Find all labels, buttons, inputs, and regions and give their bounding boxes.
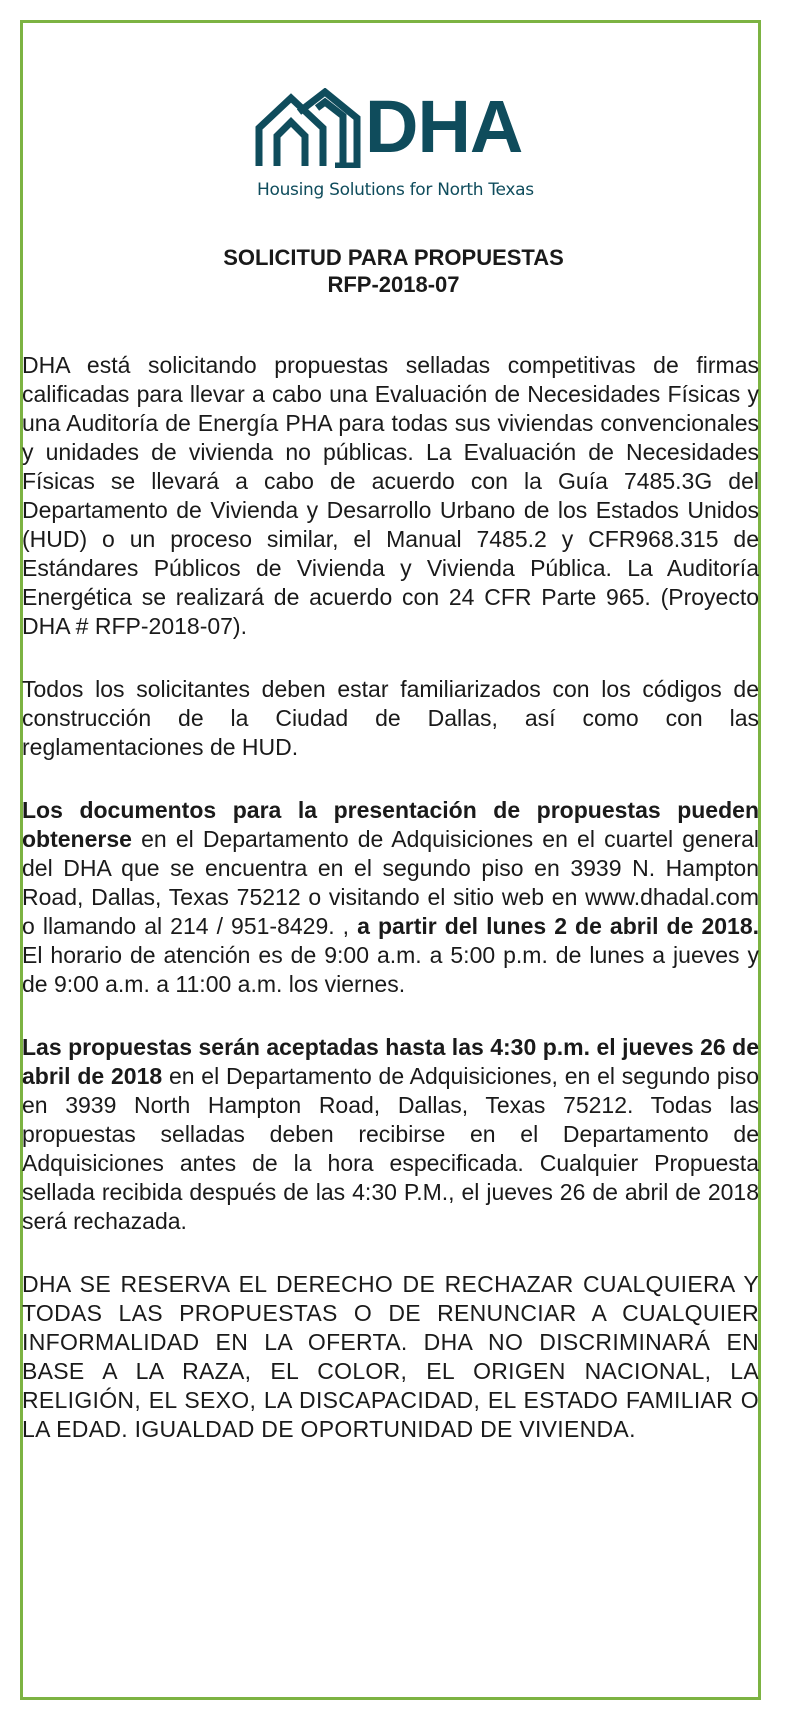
paragraph-overview: DHA está solicitando propuestas selladas competitivas de firmas calificadas para llevar a cabo una Evaluación de Necesidades Físicas y una Auditoría de Energía PHA para todas sus viviendas convencionales y unidades de vivienda no públicas. La Evaluación de Necesidades Físicas se llevará a cabo de acuerdo con la Guía 7485.3G del Departamento de Vivienda y Desarrollo Urbano de los Estados Unidos (HUD) o un proceso similar, el Manual 7485.2 y CFR968.315 de Estándares Públicos de Vivienda y Vivienda Pública. La Auditoría Energética se realizará de acuerdo con 24 CFR Parte 965. (Proyecto DHA # RFP-2018-07). xyxy=(22,352,759,639)
logo-wordmark: DHA xyxy=(365,85,523,168)
deadline-bold-lead: Las propuestas serán aceptadas hasta las 4:30 p.m. el jueves 26 de abril de 2018 xyxy=(22,1034,759,1089)
dha-logo xyxy=(255,85,534,218)
deadline-text: en el Departamento de Adquisiciones, en el segundo piso en 3939 North Hampton Road, Dallas, Texas 75212. Todas las propuestas selladas deben recibirse en el Departamento de Adquisiciones antes de la hora especificada. Cualquier Propuesta sellada recibida después de las 4:30 P.M., el jueves 26 de abril de 2018 será rechazada. xyxy=(22,1063,760,1234)
document-heading xyxy=(20,244,767,298)
page-title: SOLICITUD PARA PROPUESTAS xyxy=(223,245,564,270)
documents-text-a: en el Departamento de Adquisiciones en el cuartel general del DHA que se encuentra en el segundo piso en 3939 N. Hampton Road, Dallas, Texas 75212 o visitando el sitio web en www.dhadal.com o llamando al 214 / 951-8429. , xyxy=(22,826,759,939)
logo-tagline: Housing Solutions for North Texas xyxy=(257,180,534,200)
paragraph-documents xyxy=(22,796,759,999)
documents-bold-lead: Los documentos para la presentación de propuestas pueden obtenerse xyxy=(22,797,759,852)
paragraph-deadline xyxy=(22,1033,759,1236)
paragraph-requirements: Todos los solicitantes deben estar familiarizados con los códigos de construcción de la Ciudad de Dallas, así como con las reglamentaciones de HUD. xyxy=(22,676,759,760)
documents-text-b: El horario de atención es de 9:00 a.m. a 5:00 p.m. de lunes a jueves y de 9:00 a.m. a 11:00 a.m. los viernes. xyxy=(22,942,759,997)
rfp-number: RFP-2018-07 xyxy=(327,272,460,297)
documents-bold-date: a partir del lunes 2 de abril de 2018. xyxy=(357,913,759,939)
document-body xyxy=(22,351,759,1444)
houses-logo-icon xyxy=(255,88,361,168)
paragraph-disclaimer: DHA SE RESERVA EL DERECHO DE RECHAZAR CUALQUIERA Y TODAS LAS PROPUESTAS O DE RENUNCIAR A CUALQUIER INFORMALIDAD EN LA OFERTA. DHA NO DISCRIMINARÁ EN BASE A LA RAZA, EL COLOR, EL ORIGEN NACIONAL, LA RELIGIÓN, EL SEXO, LA DISCAPACIDAD, EL ESTADO FAMILIAR O LA EDAD. IGUALDAD DE OPORTUNIDAD DE VIVIENDA. xyxy=(22,1271,759,1442)
